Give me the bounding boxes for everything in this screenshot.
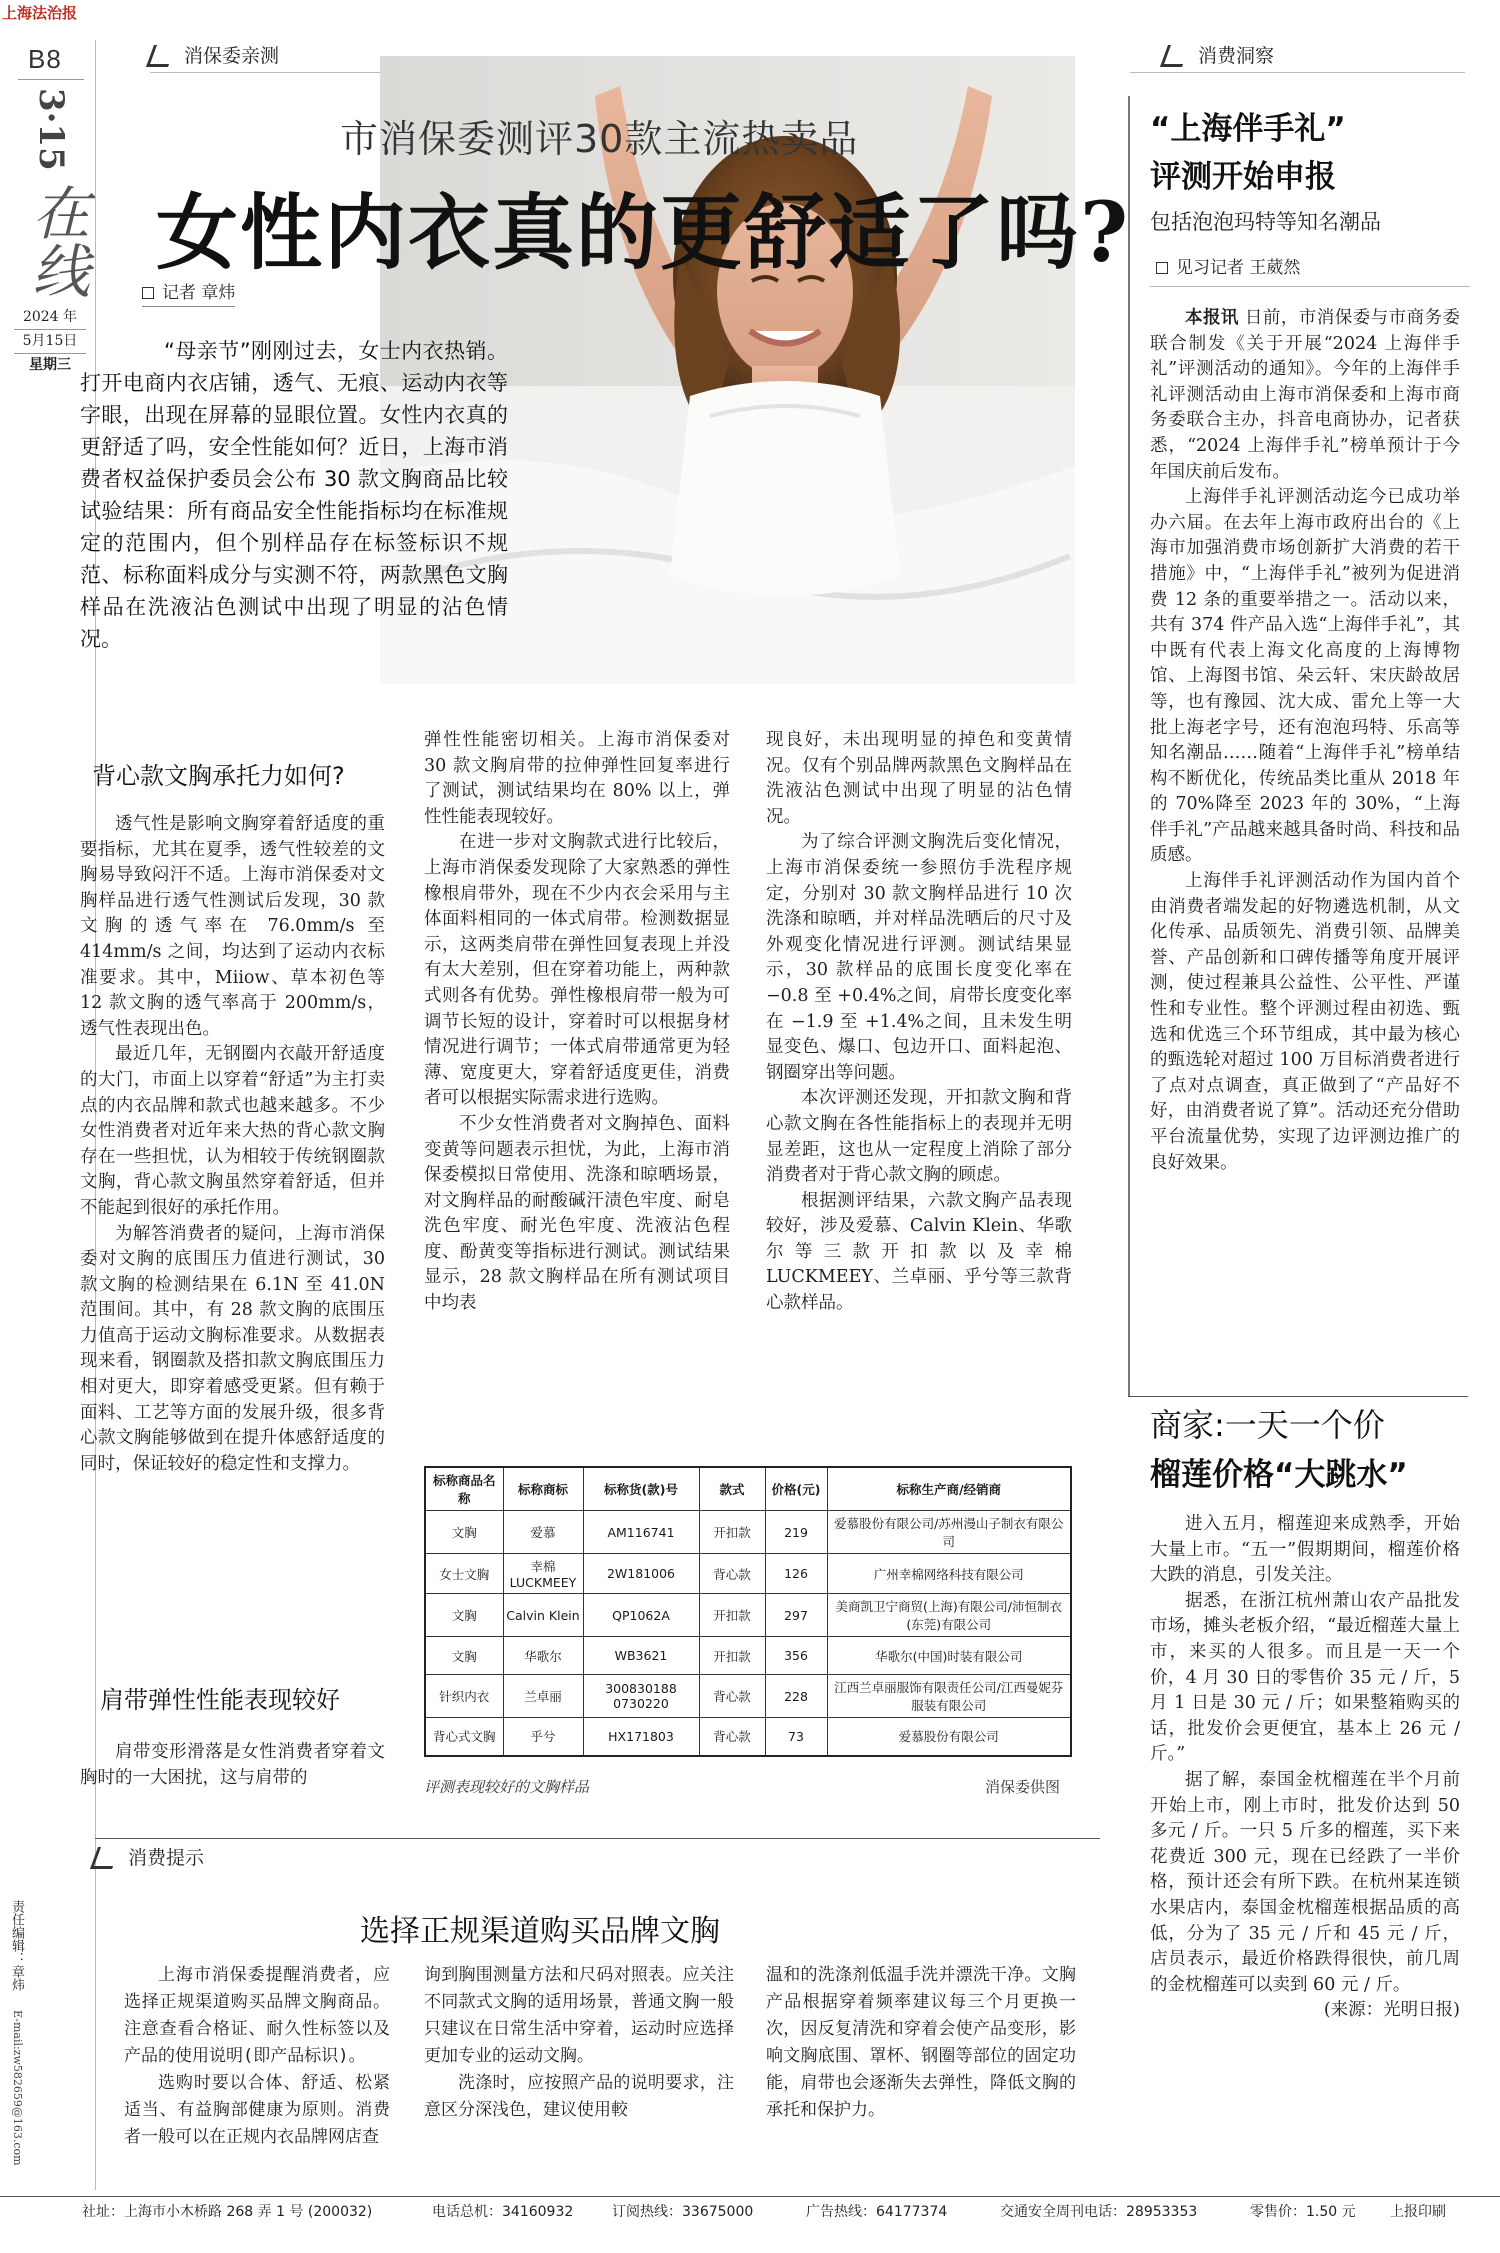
table-cell: 爱慕	[503, 1511, 583, 1554]
right-title-line2: 评测开始申报	[1150, 159, 1336, 195]
lead-tag: 本报讯	[1185, 308, 1239, 328]
table-cell: 华歌尔(中国)时装有限公司	[827, 1637, 1071, 1675]
table-cell: 背心款	[699, 1554, 765, 1594]
table-row	[425, 1718, 1071, 1756]
section-name: 在线	[22, 183, 90, 299]
paragraph	[1150, 306, 1460, 485]
section-number: 3·15	[31, 87, 71, 171]
paragraph: 为了综合评测文胸洗后变化情况，上海市消保委统一参照仿手洗程序规定，分别对 30 款文胸样品进行 10 次洗涤和晾晒，并对样品洗晒后的尺寸及外观变化情况进行评测。测试结果显示，30 款样品的底围长度变化率在 −0.8 至 +0.4%之间，肩带长度变化率在 −1.9 至 +1.4%之间，且未发生明显变色、爆口、包边开口、面料起泡、钢圈穿出等问题。	[766, 832, 1072, 1083]
tips-col1	[124, 1962, 390, 2151]
table-cell: 300830188 0730220	[583, 1675, 699, 1718]
table-cell: 219	[765, 1511, 827, 1554]
section-label-text: 消保委亲测	[184, 45, 280, 67]
issue-date	[14, 306, 86, 377]
footer-printer: 上报印刷	[1390, 2204, 1446, 2220]
source: (来源：光明日报)	[1323, 2000, 1460, 2021]
checkbox-icon	[142, 287, 154, 299]
page-number: B8	[28, 44, 62, 74]
table-cell: Calvin Klein	[503, 1594, 583, 1637]
table-row	[425, 1675, 1071, 1718]
table-cell: 文胸	[425, 1511, 503, 1554]
table-cell: 开扣款	[699, 1637, 765, 1675]
paragraph: 现良好，未出现明显的掉色和变黄情况。仅有个别品牌两款黑色文胸样品在洗液沾色测试中出现了明显的沾色情况。	[766, 730, 1072, 827]
footer-traffic: 交通安全周刊电话：28953353	[1000, 2204, 1198, 2220]
table-cell: 开扣款	[699, 1511, 765, 1554]
masthead-logo: 上海法治报	[2, 4, 78, 22]
right-body	[1150, 306, 1460, 1176]
footer-price: 零售价：1.50 元	[1250, 2204, 1356, 2220]
table-row	[425, 1637, 1071, 1675]
rule	[1130, 72, 1465, 73]
durian-body	[1150, 1512, 1460, 2024]
section-label-test	[150, 41, 279, 71]
paragraph: 选购时要以合体、舒适、松紧适当、有益胸部健康为原则。消费者一般可以在正规内衣品牌网店查	[124, 2073, 390, 2147]
paragraph-text: 日前，市消保委与市商务委联合制发《关于开展“2024 上海伴手礼”评测活动的通知》。今年的上海伴手礼评测活动由上海市消保委和上海市商务委联合主办，抖音电商协办，记者获悉，“2024 上海伴手礼”榜单预计于今年国庆前后发布。	[1150, 308, 1460, 482]
tips-rule	[95, 1838, 1100, 1839]
right-frame	[1128, 96, 1130, 1396]
table-cell: WB3621	[583, 1637, 699, 1675]
paragraph: 在进一步对文胸款式进行比较后，上海市消保委发现除了大家熟悉的弹性橡根肩带外，现在不少内衣会采用与主体面料相同的一体式肩带。检测数据显示，这两类肩带在弹性回复表现上并没有太大差别，但在穿着功能上，两种款式则各有优势。弹性橡根肩带一般为可调节长短的设计，穿着时可以根据身材情况进行调节；一体式肩带通常更为轻薄、宽度更大，穿着舒适度更佳，消费者可以根据实际需求进行选购。	[424, 832, 730, 1109]
table-caption: 评测表现较好的文胸样品	[424, 1778, 590, 1796]
right-title-line1: “上海伴手礼”	[1150, 111, 1346, 147]
table-header-row	[425, 1467, 1071, 1511]
paragraph: 洗涤时，应按照产品的说明要求，注意区分深浅色，建议使用較	[424, 2073, 734, 2120]
issue-day: 5月15日	[14, 329, 86, 354]
tips-col3	[766, 1962, 1076, 2124]
table-row	[425, 1554, 1071, 1594]
table-cell: 126	[765, 1554, 827, 1594]
table-row	[425, 1511, 1071, 1554]
table-cell: 针织内衣	[425, 1675, 503, 1718]
table-cell: 2W181006	[583, 1554, 699, 1594]
table-cell: 背心款	[699, 1718, 765, 1756]
paragraph: 询到胸围测量方法和尺码对照表。应关注不同款式文胸的适用场景，普通文胸一般只建议在日常生活中穿着，运动时应选择更加专业的运动文胸。	[424, 1965, 734, 2066]
rule	[150, 72, 382, 73]
table-cell: 江西兰卓丽服饰有限责任公司/江西曼妮芬服装有限公司	[827, 1675, 1071, 1718]
byline-text: 记者 章炜	[162, 283, 236, 303]
table-cell: 华歌尔	[503, 1637, 583, 1675]
checkbox-icon	[1156, 262, 1168, 274]
issue-year: 2024 年	[22, 309, 78, 325]
paragraph: 本次评测还发现，开扣款文胸和背心款文胸在各性能指标上的表现并无明显差距，这也从一定程度上消除了部分消费者对于背心款文胸的顾虑。	[766, 1088, 1072, 1186]
footer-phone: 电话总机：34160932	[432, 2204, 574, 2220]
table-cell: 幸棉 LUCKMEEY	[503, 1554, 583, 1594]
col2-body	[424, 728, 730, 1317]
paragraph: 温和的洗涤剂低温手洗并漂洗干净。文胸产品根据穿着频率建议每三个月更换一次，因反复清洗和穿着会使产品变形，影响文胸底围、罩杯、钢圈等部位的固定功能，肩带也会逐渐失去弹性，降低文胸的承托和保护力。	[766, 1965, 1076, 2120]
tips-col2	[424, 1962, 734, 2124]
table-cell: 爱慕股份有限公司/苏州漫山子制衣有限公司	[827, 1511, 1071, 1554]
table-cell: 背心款	[699, 1675, 765, 1718]
table-cell: AM116741	[583, 1511, 699, 1554]
table-credit: 消保委供图	[985, 1778, 1061, 1796]
paragraph: 为解答消费者的疑问，上海市消保委对文胸的底围压力值进行测试，30 款文胸的检测结果在 6.1N 至 41.0N 范围间。其中，有 28 款文胸的底围压力值高于运动文胸标准要求。从数据表现来看，钢圈款及搭扣款文胸底围压力相对更大，即穿着感受更紧。但有赖于面料、工艺等方面的发展升级，很多背心款文胸能够做到在提升体感舒适度的同时，保证较好的稳定性和支撑力。	[80, 1223, 385, 1474]
section-label-tips	[94, 1843, 204, 1873]
lead-paragraph: “母亲节”刚刚过去，女士内衣热销。打开电商内衣店铺，透气、无痕、运动内衣等字眼，出现在屏幕的显眼位置。女性内衣真的更舒适了吗，安全性能如何？近日，上海市消费者权益保护委员会公布 30 款文胸商品比较试验结果：所有商品安全性能指标均在标准规定的范围内，但个别样品存在标签标识不规范、标称面料成分与实测不符，两款黑色文胸样品在洗液沾色测试中出现了明显的沾色情况。	[80, 339, 508, 651]
durian-title-line2: 榴莲价格“大跳水”	[1150, 1457, 1408, 1493]
table-cell: 297	[765, 1594, 827, 1637]
paragraph: 透气性是影响文胸穿着舒适度的重要指标，尤其在夏季，透气性较差的文胸易导致闷汗不适。上海市消保委对文胸样品进行透气性测试后发现，30 款文胸的透气率在 76.0mm/s 至 414mm/s 之间，均达到了运动内衣标准要求。其中，Miiow、草本初色等 12 款文胸的透气率高于 200mm/s，透气性表现出色。	[80, 814, 385, 1039]
rule	[1150, 286, 1470, 287]
right-byline	[1156, 253, 1300, 278]
table-header: 款式	[699, 1467, 765, 1511]
col1-tail	[80, 1740, 385, 1791]
section-label-text: 消费洞察	[1198, 45, 1275, 67]
table-cell: 兰卓丽	[503, 1675, 583, 1718]
durian-title-line1: 商家:一天一个价	[1150, 1406, 1385, 1444]
table-cell: 背心式文胸	[425, 1718, 503, 1756]
paragraph: 进入五月，榴莲迎来成熟季，开始大量上市。“五一”假期期间，榴莲价格大跌的消息，引发关注。	[1150, 1514, 1460, 1586]
col3-body	[766, 728, 1072, 1317]
footer-ad: 广告热线：64177374	[806, 2204, 948, 2220]
table-cell: 356	[765, 1637, 827, 1675]
article-kicker: 市消保委测评30款主流热卖品	[340, 117, 859, 161]
rule	[1128, 1396, 1468, 1397]
right-subtitle: 包括泡泡玛特等知名潮品	[1150, 210, 1381, 234]
editor-email: E-mail:zw582659@163.com	[11, 2010, 24, 2166]
section-label-text: 消费提示	[128, 1847, 205, 1869]
table-header: 标称商品名称	[425, 1467, 503, 1511]
subhead-strap: 肩带弹性性能表现较好	[100, 1686, 340, 1714]
table-cell: 文胸	[425, 1594, 503, 1637]
footer	[0, 2196, 1500, 2226]
table-cell: 女士文胸	[425, 1554, 503, 1594]
paragraph: 上海伴手礼评测活动迄今已成功举办六届。在去年上海市政府出台的《上海市加强消费市场创新扩大消费的若干措施》中，“上海伴手礼”被列为促进消费 12 条的重要举措之一。活动以来，共有 374 件产品入选“上海伴手礼”，其中既有代表上海文化高度的上海博物馆、上海图书馆、朵云轩、宋庆龄故居等，也有豫园、沈大成、雷允上等一大批上海老字号，还有泡泡玛特、乐高等知名潮品……随着“上海伴手礼”榜单结构不断优化，传统品类比重从 2018 年的 70%降至 2023 年的 30%，“上海伴手礼”产品越来越具备时尚、科技和品质感。	[1150, 487, 1460, 866]
paragraph: 上海伴手礼评测活动作为国内首个由消费者端发起的好物遴选机制，从文化传承、品质领先、消费引领、品牌美誉、产品创新和口碑传播等角度开展评测，使过程兼具公益性、公平性、严谨性和专业性。整个评测过程由初选、甄选和优选三个环节组成，其中最为核心的甄选轮对超过 100 万目标消费者进行了点对点调查，真正做到了“产品好不好，由消费者说了算”。活动还充分借助平台流量优势，实现了边评测边推广的良好效果。	[1150, 871, 1460, 1173]
editor-credit: 责任编辑：章炜	[9, 1900, 24, 1991]
table-cell: 开扣款	[699, 1594, 765, 1637]
table-header: 标称货(款)号	[583, 1467, 699, 1511]
subhead-support: 背心款文胸承托力如何?	[92, 762, 345, 790]
paragraph: 上海市消保委提醒消费者，应选择正规渠道购买品牌文胸商品。注意查看合格证、耐久性标签以及产品的使用说明(即产品标识)。	[124, 1965, 390, 2066]
table-cell: 228	[765, 1675, 827, 1718]
table-header: 标称生产商/经销商	[827, 1467, 1071, 1511]
footer-address: 社址：上海市小木桥路 268 弄 1 号 (200032)	[82, 2204, 373, 2220]
table-cell: 广州幸棉网络科技有限公司	[827, 1554, 1071, 1594]
paragraph: 最近几年，无钢圈内衣敲开舒适度的大门，市面上以穿着“舒适”为主打卖点的内衣品牌和款式也越来越多。不少女性消费者对近年来大热的背心款文胸存在一些担忧，认为相较于传统钢圈款文胸，背心款文胸虽然穿着舒适，但并不能起到很好的承托作用。	[80, 1044, 385, 1218]
footer-subscribe: 订阅热线：33675000	[612, 2204, 754, 2220]
table-cell: 73	[765, 1718, 827, 1756]
paragraph: 不少女性消费者对文胸掉色、面料变黄等问题表示担忧，为此，上海市消保委模拟日常使用、洗涤和晾晒场景，对文胸样品的耐酸碱汗渍色牢度、耐皂洗色牢度、耐光色牢度、洗液沾色程度、酚黄变等指标进行测试。测试结果显示，28 款文胸样品在所有测试项目中均表	[424, 1113, 730, 1314]
table-header: 标称商标	[503, 1467, 583, 1511]
tips-title: 选择正规渠道购买品牌文胸	[360, 1914, 720, 1949]
paragraph: 根据测评结果，六款文胸产品表现较好，涉及爱慕、Calvin Klein、华歌尔等三款开扣款以及幸棉 LUCKMEEY、兰卓丽、乎兮等三款背心款样品。	[766, 1190, 1072, 1314]
col1-body	[80, 812, 385, 1477]
table-cell: 乎兮	[503, 1718, 583, 1756]
paragraph: 据了解，泰国金枕榴莲在半个月前开始上市，刚上市时，批发价达到 50 多元 / 斤。一只 5 斤多的榴莲，买下来花费近 300 元，现在已经跌了一半价格，预计还会有所下跌。在杭州某连锁水果店内，泰国金枕榴莲根据品质的高低，分为了 35 元 / 斤和 45 元 / 斤，店员表示，最近价格跌得很快，前几周的金枕榴莲可以卖到 60 元 / 斤。	[1150, 1769, 1460, 1995]
table-cell: 美商凯卫宁商贸(上海)有限公司/沛恒制衣(东莞)有限公司	[827, 1594, 1071, 1637]
paragraph: 肩带变形滑落是女性消费者穿着文胸时的一大困扰，这与肩带的	[80, 1742, 385, 1788]
byline	[142, 278, 235, 307]
product-table	[424, 1466, 1072, 1757]
byline-text: 见习记者 王葳然	[1176, 258, 1301, 278]
table-cell: 文胸	[425, 1637, 503, 1675]
table-cell: HX171803	[583, 1718, 699, 1756]
section-label-insight	[1164, 41, 1274, 71]
issue-weekday: 星期三	[29, 357, 71, 373]
table-cell: QP1062A	[583, 1594, 699, 1637]
table-cell: 爱慕股份有限公司	[827, 1718, 1071, 1756]
paragraph: 弹性性能密切相关。上海市消保委对 30 款文胸肩带的拉伸弹性回复率进行了测试，测试结果均在 80% 以上，弹性性能表现较好。	[424, 730, 730, 827]
paragraph: 据悉，在浙江杭州萧山农产品批发市场，摊头老板介绍，“最近榴莲大量上市，来买的人很多。而且是一天一个价，4 月 30 日的零售价 35 元 / 斤，5 月 1 日是 30 元 / 斤；如果整箱购买的话，批发价会更便宜，基本上 26 元 / 斤。”	[1150, 1590, 1460, 1765]
table-row	[425, 1594, 1071, 1637]
article-headline: 女性内衣真的更舒适了吗?	[156, 185, 1131, 281]
table-header: 价格(元)	[765, 1467, 827, 1511]
